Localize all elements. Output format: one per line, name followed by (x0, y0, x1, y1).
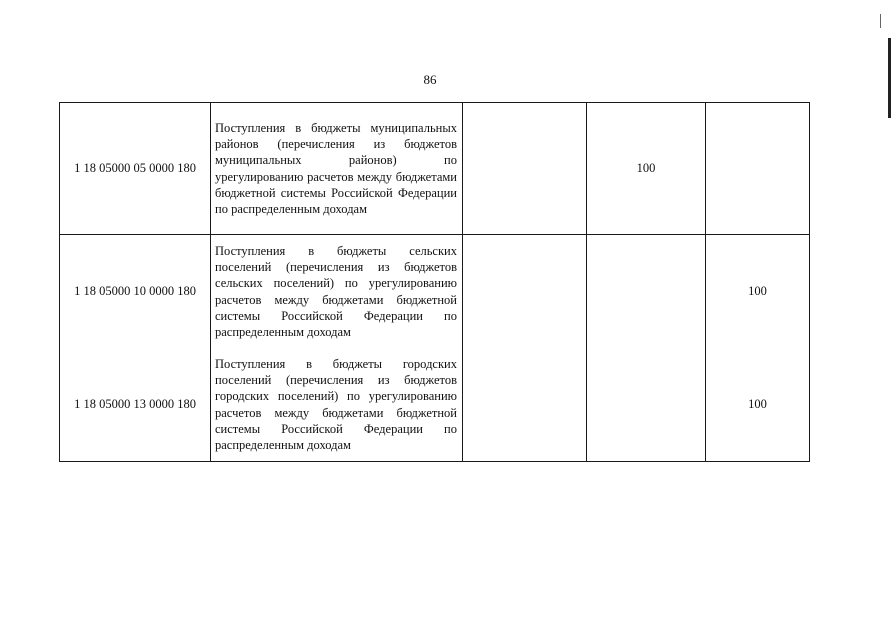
revenue-table (59, 102, 810, 462)
value-cell: 100 (706, 235, 810, 349)
value-cell (706, 103, 810, 235)
revenue-description: Поступления в бюджеты сельских поселений (перечисления из бюджетов сельских поселений) по урегулированию расчетов между бюджетами бюджетной системы Российской Федерации по распределенным доходам (215, 243, 457, 340)
value-cell (463, 103, 587, 235)
table-row (60, 348, 810, 462)
value-cell (587, 348, 706, 462)
table-row (60, 103, 810, 235)
value-cell (463, 348, 587, 462)
budget-code: 1 18 05000 13 0000 180 (60, 348, 211, 462)
budget-code: 1 18 05000 10 0000 180 (60, 235, 211, 349)
scan-edge-bar (888, 38, 891, 118)
table-row (60, 235, 810, 349)
value-cell (463, 235, 587, 349)
scan-edge-mark (880, 14, 881, 28)
budget-code: 1 18 05000 05 0000 180 (60, 103, 211, 235)
value-cell: 100 (706, 348, 810, 462)
value-cell (587, 235, 706, 349)
revenue-description: Поступления в бюджеты муниципальных районов (перечисления из бюджетов муниципальных районов) по урегулированию расчетов между бюджетами бюджетной системы Российской Федерации по распределенным доходам (215, 120, 457, 217)
revenue-description: Поступления в бюджеты городских поселений (перечисления из бюджетов городских поселений) по урегулированию расчетов между бюджетами бюджетной системы Российской Федерации по распределенным доходам (215, 356, 457, 453)
value-cell: 100 (587, 103, 706, 235)
page-number: 86 (423, 72, 437, 87)
